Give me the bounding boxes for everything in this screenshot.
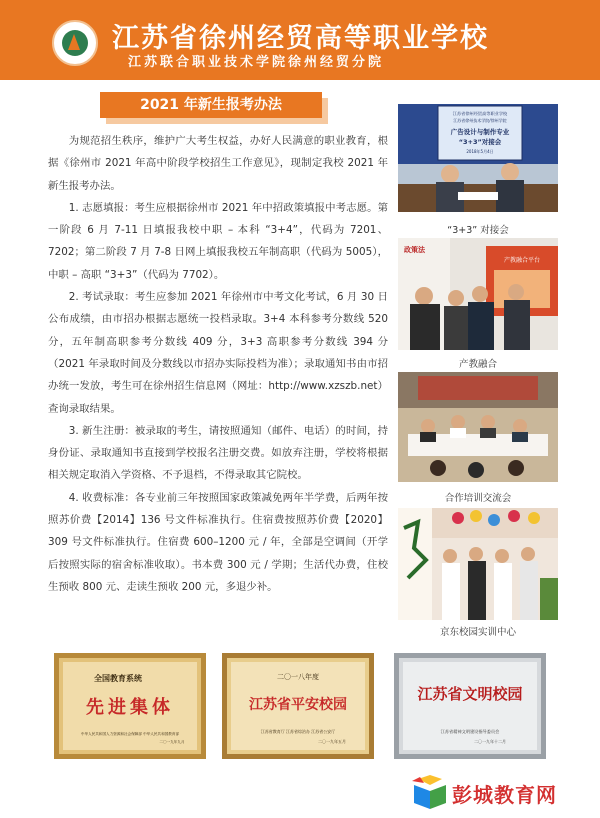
award-advanced-collective bbox=[54, 653, 206, 759]
section-title: 2021 年新生报考办法 bbox=[140, 97, 282, 113]
screen-line-4: “3+3”对接会 bbox=[458, 138, 502, 146]
footer-brand-name: 彭城教育网 bbox=[452, 783, 557, 807]
photo-training-meeting bbox=[398, 372, 558, 482]
screen-line-5: 2018年5月4日 bbox=[466, 149, 494, 154]
photo-jd-training-center bbox=[398, 508, 558, 620]
book-icon bbox=[410, 775, 450, 813]
volunteer-paragraph: 1. 志愿填报：考生应根据徐州市 2021 年中招政策填报中考志愿。第一阶段 6 月 7-11 日填报我校中职 – 本科 “3+4”，代码为 7201、7202；第二阶段 7 月 7-8 日网上填报我校五年制高职（代码为 5005），中职 – 高职 “3+3”（代码为 7702）。 bbox=[48, 201, 388, 281]
screen-line-2: 江苏省徐州技术学院/徐州学院 bbox=[453, 118, 507, 123]
registration-paragraph: 3. 新生注册：被录取的考生，请按照通知（邮件、电话）的时间，持身份证、录取通知书直接到学校报名注册交费。如放弃注册，学校将根据相关规定取消入学资格、不予退档，不得录取其它院校。 bbox=[48, 424, 388, 482]
award1-title: 先进集体 bbox=[86, 697, 174, 718]
award3-footer: 江苏省精神文明建设指导委员会 bbox=[440, 729, 500, 734]
award1-date: 二〇一九年九月 bbox=[159, 740, 185, 744]
award1-footer: 中华人民共和国人力资源和社会保障部 中华人民共和国教育部 bbox=[80, 732, 180, 736]
school-subtitle: 江苏联合职业技术学院徐州经贸分院 bbox=[128, 55, 385, 70]
caption-industry-education: 产教融合 bbox=[458, 359, 497, 370]
platform-label: 产教融合平台 bbox=[503, 257, 541, 264]
intro-paragraph: 为规范招生秩序，维护广大考生权益，办好人民满意的职业教育，根据《徐州市 2021 年高中阶段学校招生工作意见》，现制定我校 2021 年新生报考办法。 bbox=[48, 135, 388, 192]
award-civilized-campus bbox=[394, 653, 546, 759]
award2-date: 二〇一九年五月 bbox=[318, 739, 346, 744]
screen-line-3: 广告设计与制作专业 bbox=[450, 128, 510, 136]
award2-title: 江苏省平安校园 bbox=[249, 697, 347, 713]
award1-heading: 全国教育系统 bbox=[94, 673, 142, 683]
award3-title: 江苏省文明校园 bbox=[417, 685, 523, 703]
caption-jd-training-center: 京东校园实训中心 bbox=[439, 627, 516, 638]
admission-paragraph: 2. 考试录取：考生应参加 2021 年徐州市中考文化考试，6 月 30 日公布成绩，由市招办根据志愿统一投档录取。3+4 本科参考分数线 520 分，五年制高职参考分数线 409 分，3+3 高职参考分数线 394 分（2021 年录取时间及分数线以市招办实际投档为准）；录取通知书由市招办统一发放，考生可在徐州招生信息网（网址：http://www.xzszb.net）查询录取结果。 bbox=[48, 291, 388, 415]
fees-paragraph: 4. 收费标准：各专业前三年按照国家政策减免两年半学费，后两年按照苏价费【2014】136 号文件标准执行。住宿费按照苏价费【2020】309 号文件标准执行。住宿费 600–1200 元 / 年，全部是空调间（开学后按照实际的宿舍标准收取）。书本费 300 元 / 学期；生活代办费，住校生预收 800 元、走读生预收 200 元，多退少补。 bbox=[48, 491, 388, 593]
board-label: 政策法 bbox=[404, 246, 425, 254]
award2-heading: 二〇一八年度 bbox=[277, 673, 319, 681]
caption-training-meeting: 合作培训交流会 bbox=[444, 493, 512, 504]
school-logo bbox=[52, 20, 98, 66]
award-safe-campus bbox=[222, 653, 374, 759]
award3-date: 二〇一九年十二月 bbox=[474, 739, 506, 744]
screen-line-1: 江苏省徐州经贸高等职业学校 bbox=[452, 111, 508, 116]
article-body bbox=[48, 130, 388, 598]
page-header bbox=[0, 0, 600, 80]
award2-footer: 江苏省教育厅 江苏省综治办 江苏省公安厅 bbox=[260, 729, 336, 734]
photo-industry-education bbox=[398, 238, 558, 350]
school-name: 江苏省徐州经贸高等职业学校 bbox=[112, 23, 489, 54]
photo-3plus3-meeting bbox=[398, 104, 558, 212]
caption-3plus3: “3+3” 对接会 bbox=[447, 225, 509, 236]
